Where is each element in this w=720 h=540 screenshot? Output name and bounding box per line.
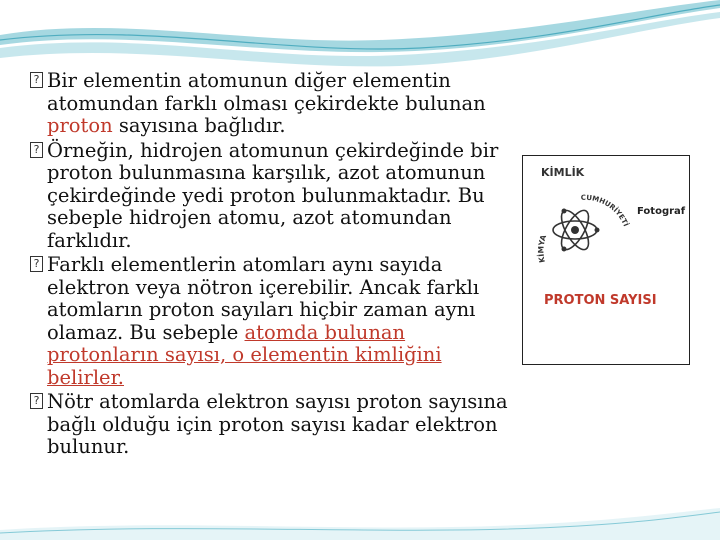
header-swoosh	[0, 0, 720, 80]
bullet-icon: ?	[30, 256, 43, 272]
card-title: KİMLİK	[541, 166, 585, 179]
photo-label: Fotograf	[637, 206, 686, 217]
text-run: Bir elementin atomunun diğer elementin atomundan farklı olması çekirdekte bulunan	[47, 69, 486, 115]
text-run: Nötr atomlarda elektron sayısı proton sayısına bağlı olduğu için proton sayısı kadar elektron bulunur.	[47, 390, 508, 458]
text-paragraph	[30, 391, 510, 459]
text-paragraph	[30, 254, 510, 389]
arc-right-label: CUMHURİYETİ	[580, 193, 630, 228]
bullet-icon: ?	[30, 393, 43, 409]
atom-icon	[535, 182, 631, 278]
identity-card	[522, 155, 690, 365]
arc-left-label: KİMYA	[536, 233, 549, 264]
highlighted-text: proton	[47, 114, 113, 137]
main-text	[30, 70, 510, 461]
text-run: sayısına bağlıdır.	[112, 114, 286, 137]
proton-count-label: PROTON SAYISI	[544, 293, 657, 308]
text-run: Örneğin, hidrojen atomunun çekirdeğinde bir proton bulunmasına karşılık, azot atomunun çekirdeğinde yedi proton bulunmaktadır. Bu sebeple hidrojen atomu, azot atomundan farklıdır.	[47, 138, 499, 252]
text-run: Farklı elementlerin atomları aynı sayıda elektron veya nötron içerebilir. Ancak farklı atomların proton sayıları hiçbir zaman aynı olamaz. Bu sebeple	[47, 253, 480, 344]
text-paragraph	[30, 70, 510, 138]
highlighted-text: atomda bulunan protonların sayısı, o elementin kimliğini belirler.	[47, 320, 442, 389]
bullet-icon: ?	[30, 72, 43, 88]
footer-swoosh	[0, 500, 720, 540]
bullet-icon: ?	[30, 142, 43, 158]
text-paragraph	[30, 140, 510, 253]
